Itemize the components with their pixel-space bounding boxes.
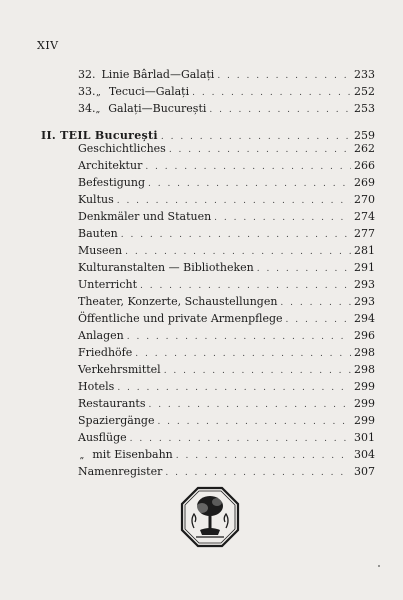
toc-entry — [78, 310, 375, 327]
toc-entry — [78, 100, 375, 117]
entry-page: 266 — [354, 159, 375, 172]
entry-title: Denkmäler und Statuen — [78, 210, 212, 223]
ditto-mark: „ — [96, 88, 101, 98]
entry-page: 299 — [354, 414, 375, 427]
entry-title: Bauten — [78, 227, 118, 240]
entry-title: Kultus — [78, 193, 114, 206]
entry-page: 301 — [354, 431, 375, 444]
entry-title: Linie Bârlad—Galați — [101, 68, 215, 81]
entry-number: 33. — [78, 85, 96, 98]
entry-title: Museen — [78, 244, 123, 257]
entry-title: Hotels — [78, 380, 115, 393]
toc-entry — [78, 463, 375, 480]
entry-title: Friedhöfe — [78, 346, 133, 359]
entry-page: 293 — [354, 278, 375, 291]
toc-entry — [78, 293, 375, 310]
toc-entry — [78, 191, 375, 208]
entry-title: Verkehrsmittel — [78, 363, 161, 376]
entry-page: 252 — [354, 85, 375, 98]
entry-title: Spaziergänge — [78, 414, 155, 427]
leader-dots — [209, 102, 351, 119]
entry-title: Tecuci—Galați — [108, 85, 190, 98]
toc-entry — [78, 242, 375, 259]
toc-entry — [78, 429, 375, 446]
toc-entry — [78, 174, 375, 191]
toc-entry — [78, 225, 375, 242]
entry-page: 274 — [354, 210, 375, 223]
entry-page: 293 — [354, 295, 375, 308]
toc-entry — [78, 361, 375, 378]
toc-entry — [78, 66, 375, 83]
entry-title: Ausflüge — [78, 431, 127, 444]
toc-entry — [78, 378, 375, 395]
entry-page: 298 — [354, 363, 375, 376]
toc-entry — [78, 327, 375, 344]
page-number: XIV — [37, 39, 59, 52]
entry-page: 299 — [354, 380, 375, 393]
ditto-mark: „ — [79, 451, 85, 461]
toc-entry — [78, 259, 375, 276]
entry-title: Geschichtliches — [78, 142, 166, 155]
tree-emblem-icon — [180, 486, 240, 548]
entry-title: Restaurants — [78, 397, 146, 410]
toc-entry — [78, 157, 375, 174]
entry-page: 298 — [354, 346, 375, 359]
entry-title: Theater, Konzerte, Schaustellungen — [78, 295, 278, 308]
leader-dots — [165, 465, 351, 482]
entry-page: 304 — [354, 448, 375, 461]
entry-page: 233 — [354, 68, 375, 81]
entry-title: mit Eisenbahn — [92, 448, 173, 461]
toc-entry — [78, 140, 375, 157]
entry-title: Galați—București — [108, 102, 207, 115]
part-title: II. TEIL București — [41, 129, 158, 142]
toc-entry — [78, 412, 375, 429]
entry-number: 34. — [78, 102, 96, 115]
toc-entry — [78, 83, 375, 100]
toc-entry — [78, 395, 375, 412]
entry-page: 296 — [354, 329, 375, 342]
entry-page: 270 — [354, 193, 375, 206]
entry-page: 294 — [354, 312, 375, 325]
entry-page: 299 — [354, 397, 375, 410]
entry-page: 269 — [354, 176, 375, 189]
entry-title: Öffentliche und private Armenpflege — [78, 312, 283, 325]
toc-entry — [78, 276, 375, 293]
entry-page: 307 — [354, 465, 375, 478]
entry-page: 281 — [354, 244, 375, 257]
entry-title: Anlagen — [78, 329, 124, 342]
toc-entry — [78, 344, 375, 361]
entry-title: Unterricht — [78, 278, 137, 291]
entry-title: Namenregister — [78, 465, 163, 478]
entry-title: Kulturanstalten — Bibliotheken — [78, 261, 254, 274]
paper-speck — [378, 565, 380, 567]
ditto-mark: „ — [95, 105, 101, 115]
entry-title: Architektur — [78, 159, 143, 172]
toc-entry — [78, 446, 375, 463]
entry-title: Befestigung — [78, 176, 146, 189]
part-page: 259 — [354, 129, 375, 142]
entry-page: 291 — [354, 261, 375, 274]
entry-page: 277 — [354, 227, 375, 240]
entry-number: 32. — [78, 68, 96, 81]
entry-page: 262 — [354, 142, 375, 155]
toc-entry — [78, 208, 375, 225]
entry-page: 253 — [354, 102, 375, 115]
